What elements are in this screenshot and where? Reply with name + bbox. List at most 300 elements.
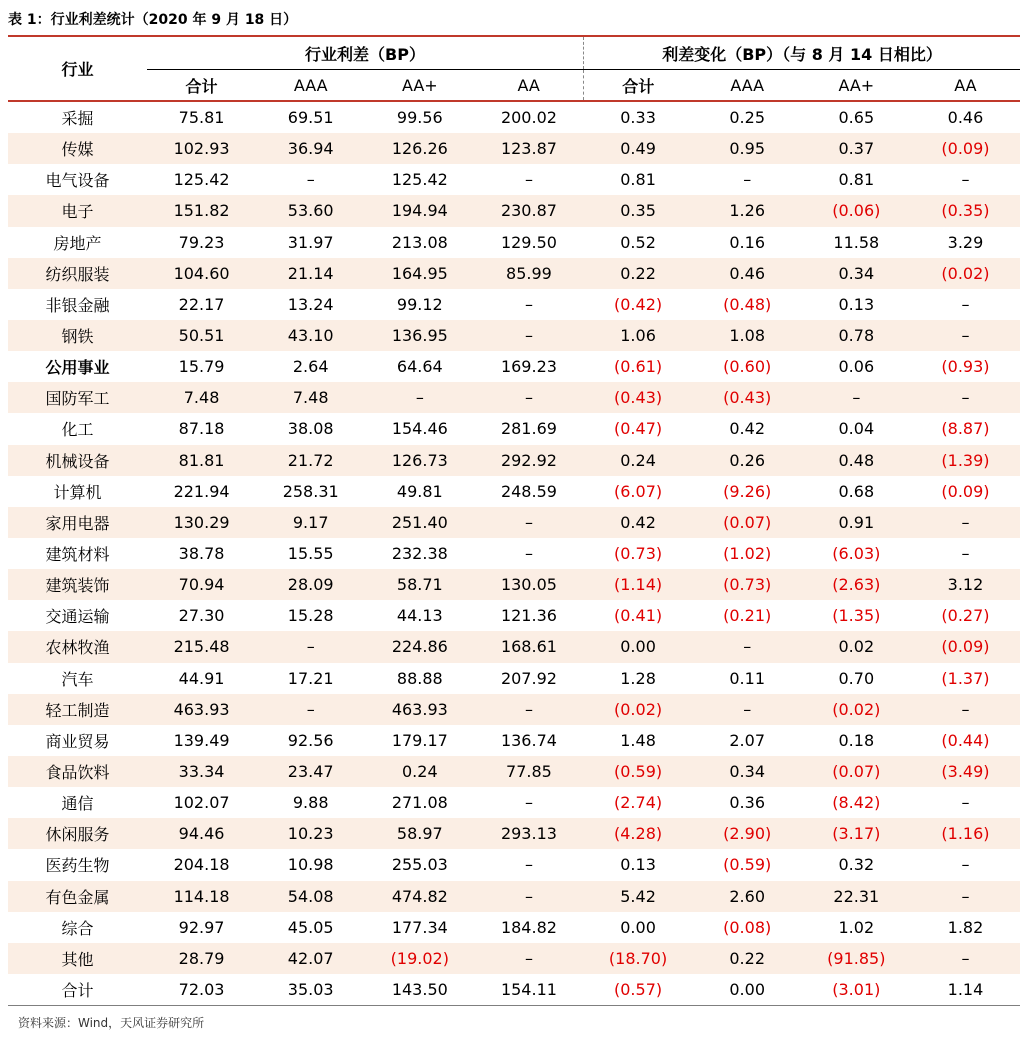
table-cell: (1.14) <box>584 569 693 600</box>
industry-name: 其他 <box>8 943 147 974</box>
table-cell: 3.12 <box>911 569 1020 600</box>
table-cell: 0.37 <box>802 133 911 164</box>
table-cell: 28.79 <box>147 943 256 974</box>
table-cell: (0.07) <box>802 756 911 787</box>
table-cell: – <box>911 507 1020 538</box>
table-cell: (0.02) <box>911 258 1020 289</box>
table-cell: 248.59 <box>500 481 557 501</box>
table-cell: 10.23 <box>256 818 365 849</box>
industry-name: 商业贸易 <box>45 731 110 751</box>
table-row <box>8 227 1020 258</box>
table-cell: 129.50 <box>500 232 557 252</box>
table-cell: 21.72 <box>256 445 365 476</box>
table-cell: 136.74 <box>500 730 557 750</box>
table-row <box>8 787 1020 818</box>
industry-name: 建筑材料 <box>45 545 110 565</box>
header-col-spread-total: 合计 <box>147 70 256 102</box>
table-cell: 130.29 <box>147 507 256 538</box>
table-cell: 0.11 <box>729 668 765 688</box>
table-cell: 255.03 <box>391 855 448 875</box>
table-cell: (0.09) <box>911 133 1020 164</box>
table-cell: 139.49 <box>173 730 230 750</box>
table-cell: (3.01) <box>802 974 911 1006</box>
table-cell: 0.42 <box>584 507 693 538</box>
table-cell: 17.21 <box>287 668 334 688</box>
table-cell: (0.41) <box>614 606 663 626</box>
table-cell: 15.28 <box>287 606 334 626</box>
table-cell: 0.02 <box>802 631 911 662</box>
header-col-change-total: 合计 <box>584 70 693 102</box>
table-cell: 2.07 <box>729 730 765 750</box>
table-cell: 0.78 <box>802 320 911 351</box>
industry-name: 传媒 <box>8 133 147 164</box>
table-row <box>8 569 1020 600</box>
table-cell: 1.08 <box>693 320 802 351</box>
table-cell: 184.82 <box>500 917 557 937</box>
table-row <box>8 538 1020 569</box>
table-cell: 130.05 <box>474 569 583 600</box>
table-cell: 0.00 <box>584 631 693 662</box>
table-cell: (0.47) <box>614 419 663 439</box>
industry-name: 计算机 <box>53 482 102 502</box>
table-cell: 281.69 <box>500 419 557 439</box>
table-title: 表 1：行业利差统计（2020 年 9 月 18 日） <box>8 12 298 28</box>
table-cell: 0.24 <box>365 756 474 787</box>
table-row <box>8 164 1020 195</box>
table-cell: 53.60 <box>256 195 365 226</box>
industry-name: 纺织服装 <box>8 258 147 289</box>
table-cell: 164.95 <box>365 258 474 289</box>
table-cell: 102.07 <box>173 793 230 813</box>
table-row <box>8 320 1020 351</box>
table-cell: 0.00 <box>620 917 656 937</box>
table-cell: 154.11 <box>474 974 583 1006</box>
table-cell: 126.26 <box>365 133 474 164</box>
table-cell: 45.05 <box>287 917 334 937</box>
table-cell: (91.85) <box>802 943 911 974</box>
table-cell: 27.30 <box>178 606 225 626</box>
table-cell: 42.07 <box>256 943 365 974</box>
table-cell: 15.55 <box>287 544 334 564</box>
table-row <box>8 663 1020 694</box>
table-cell: 36.94 <box>256 133 365 164</box>
table-cell: 1.06 <box>584 320 693 351</box>
source-note: 资料来源：Wind，天风证券研究所 <box>18 1016 205 1030</box>
table-cell: 21.14 <box>256 258 365 289</box>
table-cell: – <box>911 881 1020 912</box>
industry-name: 食品饮料 <box>8 756 147 787</box>
table-cell: 38.08 <box>287 419 334 439</box>
table-cell: (6.03) <box>832 544 881 564</box>
industry-name: 农林牧渔 <box>8 631 147 662</box>
table-cell: – <box>524 855 533 875</box>
table-cell: – <box>256 631 365 662</box>
table-cell: (18.70) <box>584 943 693 974</box>
table-cell: 94.46 <box>147 818 256 849</box>
table-cell: 221.94 <box>173 481 230 501</box>
table-cell: (0.57) <box>584 974 693 1006</box>
table-cell: (1.37) <box>941 668 990 688</box>
table-cell: – <box>961 170 970 190</box>
table-row <box>8 818 1020 849</box>
table-cell: (0.73) <box>693 569 802 600</box>
table-cell: 92.56 <box>287 730 334 750</box>
table-cell: (0.44) <box>941 730 990 750</box>
table-row <box>8 631 1020 662</box>
table-cell: 79.23 <box>178 232 225 252</box>
table-cell: 204.18 <box>173 855 230 875</box>
table-cell: 49.81 <box>396 481 443 501</box>
table-cell: 0.06 <box>838 357 875 377</box>
table-cell: 215.48 <box>147 631 256 662</box>
table-cell: 9.17 <box>256 507 365 538</box>
table-cell: 0.13 <box>838 294 875 314</box>
table-cell: (0.35) <box>911 195 1020 226</box>
table-cell: (1.02) <box>723 544 772 564</box>
table-cell: (0.93) <box>941 357 990 377</box>
table-cell: 13.24 <box>287 294 334 314</box>
table-cell: (0.02) <box>584 694 693 725</box>
table-cell: (0.60) <box>723 357 772 377</box>
table-cell: 88.88 <box>396 668 443 688</box>
industry-name: 化工 <box>61 420 94 440</box>
table-cell: – <box>961 294 970 314</box>
table-cell: 474.82 <box>365 881 474 912</box>
table-cell: (0.73) <box>614 544 663 564</box>
table-cell: – <box>802 382 911 413</box>
table-row <box>8 694 1020 725</box>
table-cell: 0.34 <box>693 756 802 787</box>
industry-name: 通信 <box>61 794 94 814</box>
table-cell: 121.36 <box>500 606 557 626</box>
table-cell: 177.34 <box>391 917 448 937</box>
table-cell: (8.42) <box>832 793 881 813</box>
table-cell: 0.36 <box>729 793 765 813</box>
table-cell: 1.82 <box>947 917 984 937</box>
table-cell: 2.64 <box>292 357 329 377</box>
table-cell: (1.35) <box>832 606 881 626</box>
table-cell: 463.93 <box>365 694 474 725</box>
table-cell: 72.03 <box>147 974 256 1006</box>
table-cell: – <box>911 943 1020 974</box>
table-cell: 7.48 <box>147 382 256 413</box>
table-cell: 179.17 <box>391 730 448 750</box>
table-cell: 0.48 <box>802 445 911 476</box>
table-cell: 99.56 <box>396 108 443 128</box>
table-cell: 1.26 <box>693 195 802 226</box>
table-cell: 70.94 <box>147 569 256 600</box>
table-cell: (0.43) <box>693 382 802 413</box>
table-cell: 0.25 <box>729 108 765 128</box>
table-cell: (2.90) <box>693 818 802 849</box>
table-row <box>8 756 1020 787</box>
industry-name: 建筑装饰 <box>8 569 147 600</box>
industry-name: 电气设备 <box>45 171 110 191</box>
table-cell: 292.92 <box>474 445 583 476</box>
table-cell: 44.13 <box>396 606 443 626</box>
table-cell: – <box>474 507 583 538</box>
table-cell: – <box>256 694 365 725</box>
table-cell: 0.32 <box>838 855 875 875</box>
industry-name: 钢铁 <box>8 320 147 351</box>
table-cell: 0.33 <box>620 108 656 128</box>
table-cell: 126.73 <box>365 445 474 476</box>
table-row <box>8 195 1020 226</box>
table-cell: 75.81 <box>178 108 225 128</box>
table-cell: (0.21) <box>723 606 772 626</box>
table-cell: 23.47 <box>256 756 365 787</box>
table-cell: 1.14 <box>911 974 1020 1006</box>
industry-name: 机械设备 <box>8 445 147 476</box>
table-cell: (0.59) <box>723 855 772 875</box>
table-cell: (9.26) <box>723 481 772 501</box>
table-cell: 58.71 <box>365 569 474 600</box>
table-cell: 10.98 <box>287 855 334 875</box>
table-cell: – <box>961 855 970 875</box>
table-cell: (4.28) <box>584 818 693 849</box>
table-cell: 33.34 <box>147 756 256 787</box>
table-cell: 0.81 <box>620 170 656 190</box>
table-cell: 0.00 <box>693 974 802 1006</box>
table-cell: 3.29 <box>947 232 984 252</box>
table-body <box>8 101 1020 1006</box>
table-row <box>8 943 1020 974</box>
table-cell: 168.61 <box>474 631 583 662</box>
table-cell: 0.68 <box>838 481 875 501</box>
table-cell: (0.27) <box>941 606 990 626</box>
table-cell: 7.48 <box>256 382 365 413</box>
table-cell: (0.42) <box>614 294 663 314</box>
table-cell: – <box>743 170 752 190</box>
table-cell: 0.70 <box>838 668 875 688</box>
header-industry: 行业 <box>8 37 147 101</box>
table-cell: 35.03 <box>256 974 365 1006</box>
table-cell: – <box>524 793 533 813</box>
table-cell: 293.13 <box>474 818 583 849</box>
table-cell: 0.22 <box>693 943 802 974</box>
table-cell: 136.95 <box>365 320 474 351</box>
table-cell: – <box>961 544 970 564</box>
table-row <box>8 849 1020 880</box>
table-cell: (0.06) <box>802 195 911 226</box>
table-cell: 0.16 <box>729 232 765 252</box>
table-row <box>8 351 1020 382</box>
table-cell: 194.94 <box>365 195 474 226</box>
table-cell: 271.08 <box>391 793 448 813</box>
table-cell: 31.97 <box>287 232 334 252</box>
table-cell: 87.18 <box>178 419 225 439</box>
table-cell: 92.97 <box>178 917 225 937</box>
table-cell: 125.42 <box>391 170 448 190</box>
table-cell: 0.81 <box>838 170 875 190</box>
table-cell: 213.08 <box>391 232 448 252</box>
table-cell: (1.16) <box>911 818 1020 849</box>
table-cell: 125.42 <box>173 170 230 190</box>
table-cell: 0.95 <box>693 133 802 164</box>
table-cell: 169.23 <box>500 357 557 377</box>
table-row <box>8 101 1020 133</box>
header-group-change: 利差变化（BP）（与 8 月 14 日相比） <box>584 37 1021 70</box>
table-cell: 50.51 <box>147 320 256 351</box>
table-cell: 2.60 <box>693 881 802 912</box>
table-cell: 0.91 <box>802 507 911 538</box>
table-cell: 143.50 <box>365 974 474 1006</box>
table-cell: 0.13 <box>620 855 656 875</box>
table-row <box>8 476 1020 507</box>
industry-name: 医药生物 <box>45 856 110 876</box>
table-cell: 0.04 <box>838 419 875 439</box>
industry-name: 采掘 <box>61 109 94 129</box>
table-row <box>8 974 1020 1006</box>
table-cell: (3.17) <box>802 818 911 849</box>
table-row <box>8 258 1020 289</box>
table-cell: – <box>524 544 533 564</box>
table-cell: – <box>693 631 802 662</box>
table-cell: (0.09) <box>941 481 990 501</box>
table-cell: 200.02 <box>500 108 557 128</box>
table-cell: 230.87 <box>474 195 583 226</box>
table-row <box>8 600 1020 631</box>
table-cell: 0.34 <box>802 258 911 289</box>
table-cell: (0.09) <box>911 631 1020 662</box>
industry-name: 综合 <box>61 918 94 938</box>
table-row <box>8 382 1020 413</box>
table-cell: 0.49 <box>584 133 693 164</box>
header-col-spread-aaplus: AA+ <box>365 70 474 102</box>
industry-name: 电子 <box>8 195 147 226</box>
table-cell: – <box>911 694 1020 725</box>
table-cell: 0.26 <box>693 445 802 476</box>
table-row <box>8 881 1020 912</box>
table-cell: – <box>474 943 583 974</box>
table-cell: (2.74) <box>614 793 663 813</box>
table-cell: (0.08) <box>723 917 772 937</box>
table-cell: 15.79 <box>178 357 225 377</box>
industry-name: 汽车 <box>61 669 94 689</box>
header-col-change-aa: AA <box>911 70 1020 102</box>
table-cell: (6.07) <box>614 481 663 501</box>
table-cell: (2.63) <box>802 569 911 600</box>
table-cell: 207.92 <box>500 668 557 688</box>
industry-name: 休闲服务 <box>8 818 147 849</box>
table-cell: 0.22 <box>584 258 693 289</box>
table-cell: – <box>306 170 315 190</box>
table-cell: 0.35 <box>584 195 693 226</box>
header-col-spread-aaa: AAA <box>256 70 365 102</box>
table-row <box>8 445 1020 476</box>
table-cell: 463.93 <box>147 694 256 725</box>
table-row <box>8 912 1020 943</box>
table-cell: 0.46 <box>693 258 802 289</box>
table-cell: 81.81 <box>147 445 256 476</box>
table-cell: 69.51 <box>287 108 334 128</box>
table-cell: 38.78 <box>178 544 225 564</box>
industry-name: 交通运输 <box>45 607 110 627</box>
table-cell: 258.31 <box>282 481 339 501</box>
table-cell: (3.49) <box>911 756 1020 787</box>
table-cell: – <box>474 320 583 351</box>
header-col-change-aaa: AAA <box>693 70 802 102</box>
table-cell: 224.86 <box>365 631 474 662</box>
table-cell: (0.07) <box>693 507 802 538</box>
table-cell: – <box>961 793 970 813</box>
table-cell: (0.59) <box>584 756 693 787</box>
table-cell: (0.02) <box>802 694 911 725</box>
table-cell: 102.93 <box>147 133 256 164</box>
table-cell: 154.46 <box>391 419 448 439</box>
table-cell: 114.18 <box>147 881 256 912</box>
table-cell: 22.31 <box>802 881 911 912</box>
industry-name: 合计 <box>8 974 147 1006</box>
table-cell: 64.64 <box>396 357 443 377</box>
table-cell: – <box>911 382 1020 413</box>
table-cell: 0.46 <box>947 108 984 128</box>
table-cell: 9.88 <box>292 793 329 813</box>
table-cell: 123.87 <box>474 133 583 164</box>
table-cell: 151.82 <box>147 195 256 226</box>
table-cell: (0.61) <box>614 357 663 377</box>
table-cell: 0.52 <box>620 232 656 252</box>
table-cell: 11.58 <box>833 232 880 252</box>
table-cell: 28.09 <box>256 569 365 600</box>
industry-name: 家用电器 <box>8 507 147 538</box>
table-cell: 1.02 <box>838 917 875 937</box>
table-cell: 1.28 <box>620 668 656 688</box>
table-cell: (1.39) <box>911 445 1020 476</box>
industry-name: 轻工制造 <box>8 694 147 725</box>
table-cell: 58.97 <box>365 818 474 849</box>
table-cell: 0.18 <box>838 730 875 750</box>
table-cell: 104.60 <box>147 258 256 289</box>
table-cell: – <box>693 694 802 725</box>
table-cell: 43.10 <box>256 320 365 351</box>
table-cell: 77.85 <box>474 756 583 787</box>
table-row <box>8 289 1020 320</box>
table-cell: 251.40 <box>365 507 474 538</box>
table-cell: 99.12 <box>396 294 443 314</box>
header-group-spread: 行业利差（BP） <box>147 37 584 70</box>
table-cell: – <box>474 694 583 725</box>
table-row <box>8 133 1020 164</box>
table-cell: 54.08 <box>256 881 365 912</box>
table-cell: – <box>524 170 533 190</box>
table-cell: 0.24 <box>584 445 693 476</box>
table-cell: (0.48) <box>723 294 772 314</box>
industry-name: 有色金属 <box>8 881 147 912</box>
table-row <box>8 725 1020 756</box>
table-cell: 5.42 <box>584 881 693 912</box>
industry-name: 非银金融 <box>45 295 110 315</box>
header-col-change-aaplus: AA+ <box>802 70 911 102</box>
table-cell: 22.17 <box>178 294 225 314</box>
table-cell: 0.65 <box>838 108 875 128</box>
table-cell: – <box>474 881 583 912</box>
spread-table <box>8 37 1020 1006</box>
industry-name: 国防军工 <box>8 382 147 413</box>
table-cell: – <box>911 320 1020 351</box>
table-cell: 0.42 <box>729 419 765 439</box>
table-cell: 1.48 <box>620 730 656 750</box>
table-cell: (0.43) <box>584 382 693 413</box>
table-cell: 232.38 <box>391 544 448 564</box>
table-cell: – <box>474 382 583 413</box>
table-cell: 44.91 <box>178 668 225 688</box>
table-cell: 85.99 <box>474 258 583 289</box>
industry-name: 公用事业 <box>45 358 110 378</box>
table-cell: (19.02) <box>365 943 474 974</box>
table-cell: – <box>365 382 474 413</box>
table-cell: – <box>524 294 533 314</box>
